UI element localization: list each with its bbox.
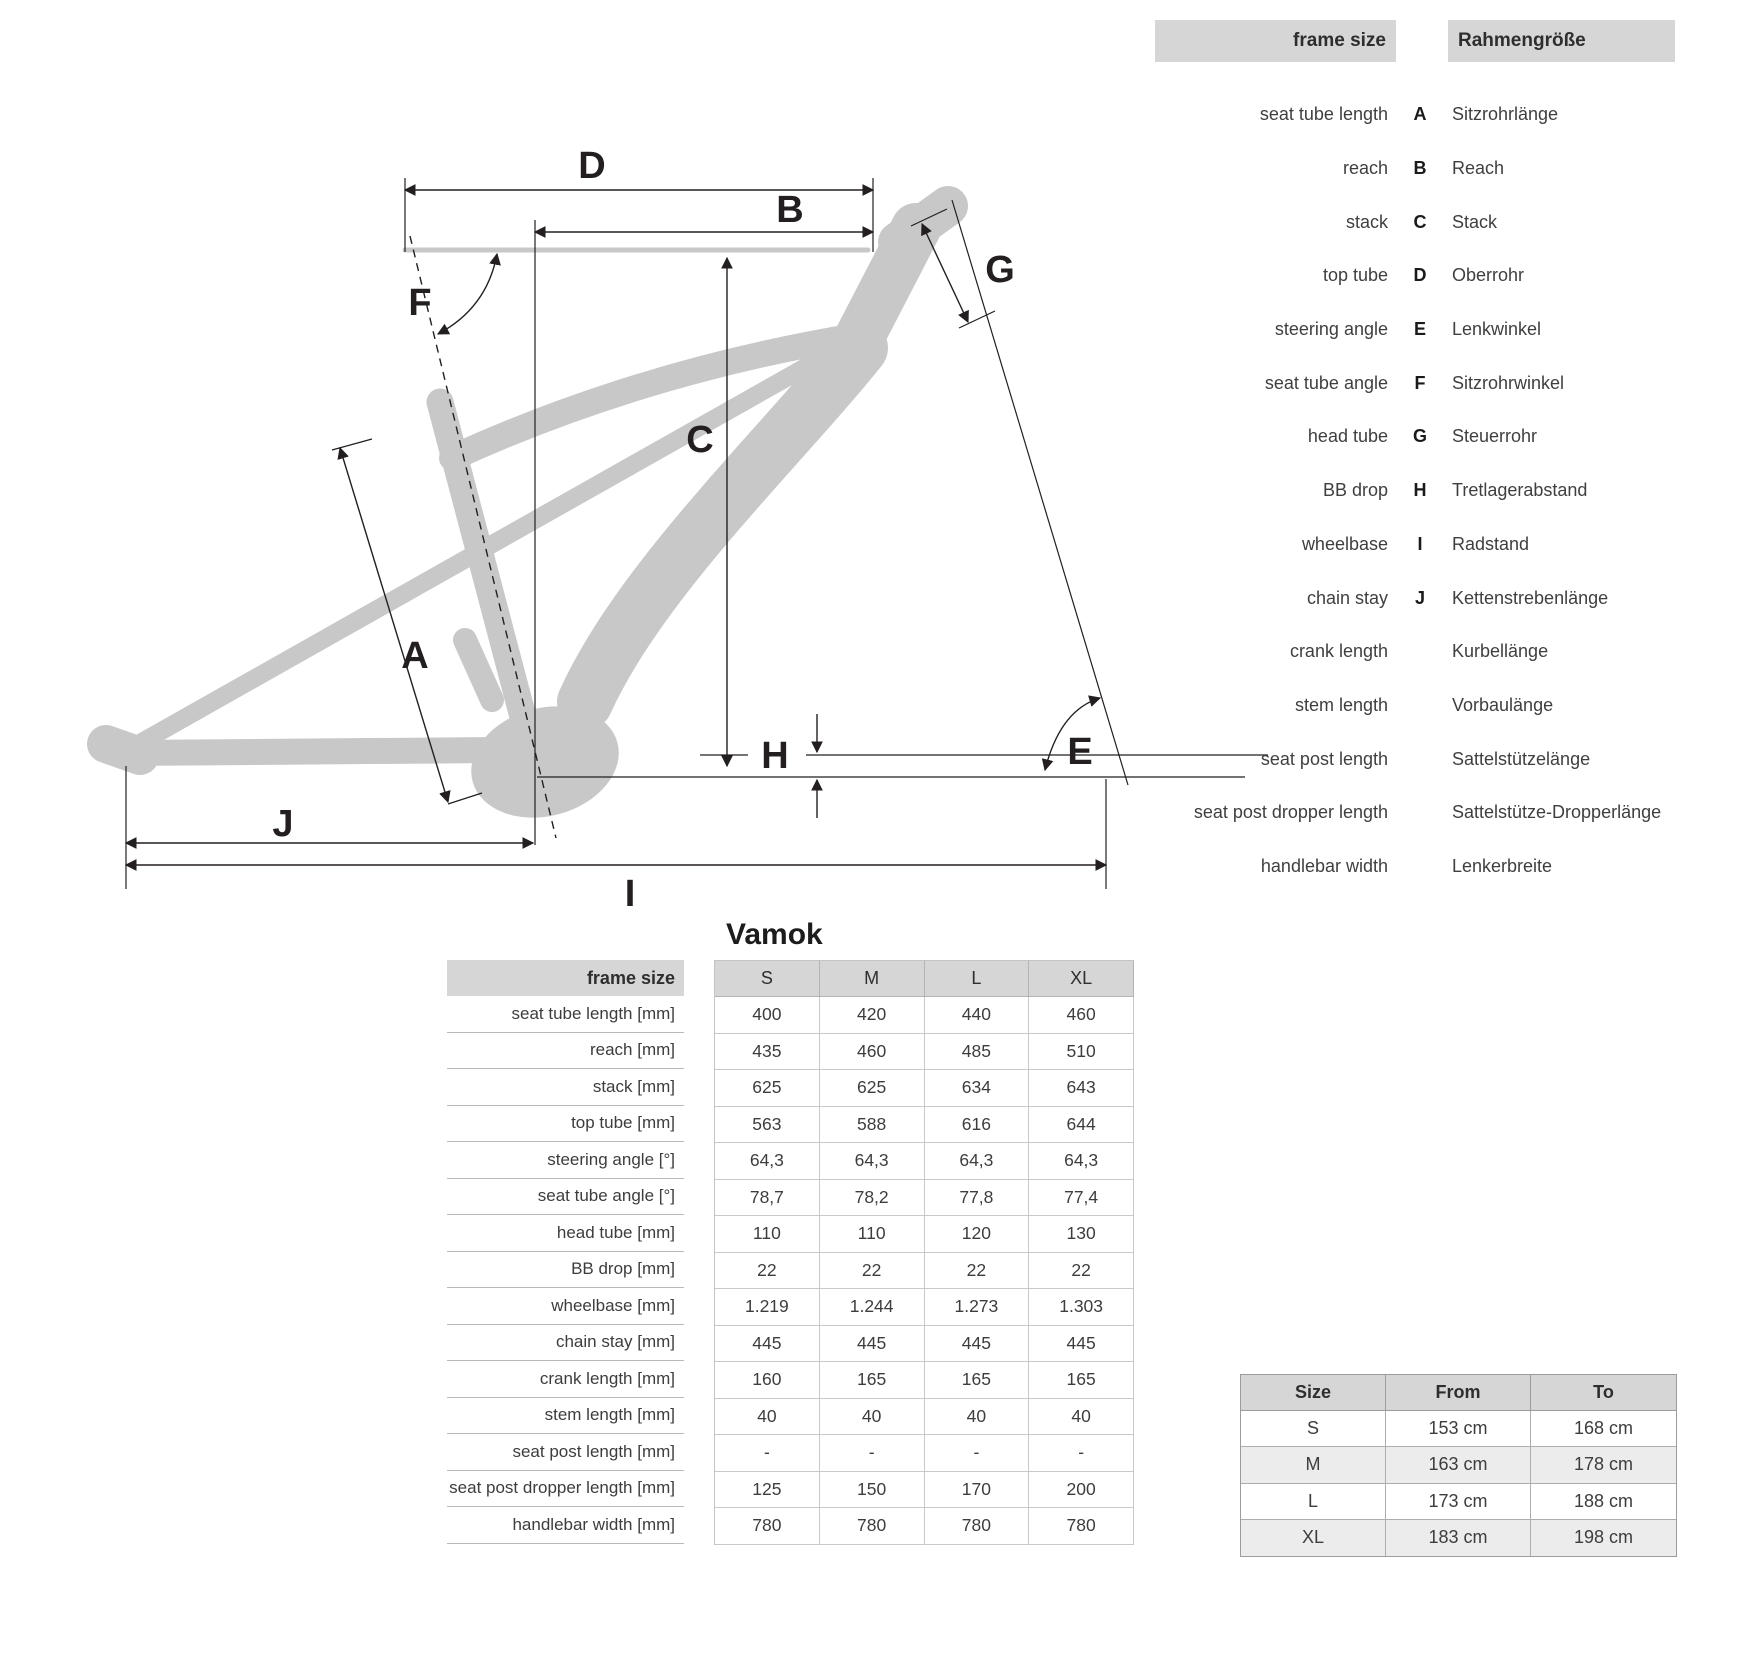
legend-term-en: stack (1345, 211, 1388, 232)
geo-row-label: handlebar width [mm] (447, 1507, 684, 1544)
geo-cell: 200 (1029, 1472, 1134, 1509)
bike-geometry-diagram (0, 0, 1300, 915)
geo-cell: 780 (1029, 1508, 1134, 1545)
geo-cell: 485 (925, 1034, 1030, 1071)
size-chart-cell: XL (1241, 1520, 1386, 1556)
legend-term-en: seat tube length (1259, 104, 1388, 125)
geo-row-label: seat post dropper length [mm] (447, 1471, 684, 1508)
legend-row (1155, 88, 1695, 142)
legend-term-de: Stack (1452, 211, 1498, 232)
legend-term-en: top tube (1322, 265, 1388, 286)
geo-cell: - (715, 1435, 820, 1472)
geo-size-header: XL (1029, 961, 1134, 997)
legend-term-en: seat post length (1260, 748, 1388, 769)
legend-term-de: Reach (1452, 158, 1505, 179)
label-D: D (578, 145, 606, 187)
legend-term-de: Tretlagerabstand (1452, 480, 1588, 501)
size-chart-cell: 153 cm (1386, 1411, 1531, 1447)
legend-row (1155, 518, 1695, 572)
geo-cell: 170 (925, 1472, 1030, 1509)
geo-cell: 77,4 (1029, 1180, 1134, 1217)
legend-term-de: Sattelstütze-Dropperlänge (1452, 802, 1662, 823)
geo-cell: 634 (925, 1070, 1030, 1107)
geo-size-header: S (715, 961, 820, 997)
geo-row-label: stem length [mm] (447, 1398, 684, 1435)
size-chart-cell: 173 cm (1386, 1484, 1531, 1520)
size-chart-cell: L (1241, 1484, 1386, 1520)
legend-row (1155, 732, 1695, 786)
geo-cell: 1.219 (715, 1289, 820, 1326)
legend-letter: B (1413, 158, 1427, 179)
geo-cell: 165 (1029, 1362, 1134, 1399)
geometry-table-corner-header: frame size (447, 960, 684, 996)
legend-term-de: Sitzrohrlänge (1452, 104, 1559, 125)
geo-cell: 616 (925, 1107, 1030, 1144)
geo-cell: 435 (715, 1034, 820, 1071)
geometry-table-values (714, 960, 1134, 1545)
legend-term-de: Sitzrohrwinkel (1452, 372, 1565, 393)
size-chart-header: From (1386, 1375, 1531, 1411)
geo-cell: 160 (715, 1362, 820, 1399)
geo-cell: 64,3 (1029, 1143, 1134, 1180)
dim-F (408, 254, 497, 334)
geo-cell: 77,8 (925, 1180, 1030, 1217)
size-chart-cell: 168 cm (1531, 1411, 1676, 1447)
geo-cell: 644 (1029, 1107, 1134, 1144)
legend-term-en: seat tube angle (1264, 372, 1388, 393)
rear-dropout (106, 744, 140, 756)
legend-letter: I (1417, 533, 1423, 554)
geo-cell: 22 (925, 1253, 1030, 1290)
legend-term-de: Kurbellänge (1452, 641, 1549, 662)
geo-cell: 40 (925, 1399, 1030, 1436)
label-H: H (761, 735, 789, 777)
geo-cell: 78,7 (715, 1180, 820, 1217)
geo-size-header: L (925, 961, 1030, 997)
size-chart-cell: 178 cm (1531, 1447, 1676, 1483)
geo-cell: 625 (820, 1070, 925, 1107)
geo-cell: 40 (820, 1399, 925, 1436)
rider-size-chart (1240, 1374, 1677, 1557)
legend-letter: D (1413, 265, 1427, 286)
label-I: I (624, 873, 636, 915)
geo-cell: 1.273 (925, 1289, 1030, 1326)
legend-term-de: Kettenstrebenlänge (1452, 587, 1609, 608)
geo-cell: 643 (1029, 1070, 1134, 1107)
legend-row (1155, 356, 1695, 410)
legend-term-en: wheelbase (1301, 533, 1388, 554)
geo-cell: 780 (925, 1508, 1030, 1545)
legend-term-en: head tube (1307, 426, 1388, 447)
geo-cell: 130 (1029, 1216, 1134, 1253)
legend-term-de: Oberrohr (1452, 265, 1525, 286)
dim-J (126, 803, 533, 845)
legend-term-en: BB drop (1322, 480, 1388, 501)
geo-cell: 460 (1029, 997, 1134, 1034)
geo-row-label: wheelbase [mm] (447, 1288, 684, 1325)
geo-cell: 22 (715, 1253, 820, 1290)
dim-I (126, 865, 1106, 915)
legend-term-de: Vorbaulänge (1452, 694, 1554, 715)
legend-row (1155, 410, 1695, 464)
geo-cell: 445 (820, 1326, 925, 1363)
legend-letter: H (1413, 480, 1427, 501)
legend-row (1155, 464, 1695, 518)
legend-row (1155, 195, 1695, 249)
legend-row (1155, 786, 1695, 840)
legend-term-de: Radstand (1452, 533, 1530, 554)
legend-rows (1155, 88, 1695, 893)
dim-B (535, 189, 873, 232)
geo-cell: 420 (820, 997, 925, 1034)
geo-cell: 165 (925, 1362, 1030, 1399)
size-chart-cell: 163 cm (1386, 1447, 1531, 1483)
legend-term-de: Lenkerbreite (1452, 855, 1553, 876)
legend-header-de: Rahmengröße (1448, 20, 1675, 62)
geo-cell: - (925, 1435, 1030, 1472)
legend-term-de: Steuerrohr (1452, 426, 1538, 447)
geo-row-label: steering angle [°] (447, 1142, 684, 1179)
size-chart-header: Size (1241, 1375, 1386, 1411)
geo-cell: 563 (715, 1107, 820, 1144)
geo-cell: 22 (820, 1253, 925, 1290)
geo-size-header: M (820, 961, 925, 997)
legend-header-en: frame size (1155, 20, 1396, 62)
legend-row (1155, 303, 1695, 357)
geo-row-label: head tube [mm] (447, 1215, 684, 1252)
legend-row (1155, 625, 1695, 679)
geo-cell: - (820, 1435, 925, 1472)
geo-cell: 445 (1029, 1326, 1134, 1363)
geo-cell: 1.244 (820, 1289, 925, 1326)
legend-term-en: steering angle (1274, 319, 1388, 340)
geo-cell: 150 (820, 1472, 925, 1509)
geo-cell: 400 (715, 997, 820, 1034)
geo-cell: 440 (925, 997, 1030, 1034)
legend-letter: A (1413, 104, 1427, 125)
geo-row-label: reach [mm] (447, 1033, 684, 1070)
geo-cell: 40 (715, 1399, 820, 1436)
label-E: E (1067, 731, 1093, 773)
geo-cell: 445 (715, 1326, 820, 1363)
legend-term-en: chain stay (1306, 587, 1388, 608)
geo-cell: 625 (715, 1070, 820, 1107)
legend-row (1155, 571, 1695, 625)
dim-E (1045, 698, 1100, 773)
legend-letter: J (1414, 587, 1425, 608)
size-chart-cell: 188 cm (1531, 1484, 1676, 1520)
legend-term-en: reach (1342, 158, 1388, 179)
legend-term-en: stem length (1294, 694, 1388, 715)
geo-cell: 120 (925, 1216, 1030, 1253)
label-F: F (408, 282, 432, 324)
geo-cell: 22 (1029, 1253, 1134, 1290)
legend-term-en: seat post dropper length (1193, 802, 1388, 823)
legend-row (1155, 840, 1695, 894)
geo-cell: 110 (820, 1216, 925, 1253)
geo-cell: 64,3 (925, 1143, 1030, 1180)
geo-cell: 40 (1029, 1399, 1134, 1436)
geo-cell: 510 (1029, 1034, 1134, 1071)
size-chart-cell: M (1241, 1447, 1386, 1483)
legend-letter: G (1412, 426, 1427, 447)
legend-term-de: Sattelstützelänge (1452, 748, 1591, 769)
geo-cell: 64,3 (715, 1143, 820, 1180)
legend-term-de: Lenkwinkel (1452, 319, 1542, 340)
geo-cell: 1.303 (1029, 1289, 1134, 1326)
geometry-table-title: Vamok (726, 918, 823, 951)
size-chart-header: To (1531, 1375, 1676, 1411)
legend-row (1155, 142, 1695, 196)
geo-row-label: BB drop [mm] (447, 1252, 684, 1289)
geo-row-label: crank length [mm] (447, 1361, 684, 1398)
geo-cell: 780 (715, 1508, 820, 1545)
geo-cell: 125 (715, 1472, 820, 1509)
geo-cell: 78,2 (820, 1180, 925, 1217)
frame-silhouette (106, 206, 948, 834)
legend-letter: C (1413, 211, 1427, 232)
geo-row-label: chain stay [mm] (447, 1325, 684, 1362)
label-B: B (776, 189, 804, 231)
geo-cell: 165 (820, 1362, 925, 1399)
geo-cell: 110 (715, 1216, 820, 1253)
geo-row-label: seat tube length [mm] (447, 996, 684, 1033)
label-G: G (985, 249, 1015, 291)
geo-cell: - (1029, 1435, 1134, 1472)
geo-cell: 588 (820, 1107, 925, 1144)
legend-letter: E (1413, 319, 1426, 340)
steering-axis-line (952, 200, 1128, 785)
legend-letter: F (1414, 372, 1426, 393)
geo-row-label: seat post length [mm] (447, 1434, 684, 1471)
legend-row (1155, 249, 1695, 303)
label-A: A (401, 635, 429, 677)
geo-cell: 445 (925, 1326, 1030, 1363)
chain-stay (126, 750, 498, 753)
geo-row-label: top tube [mm] (447, 1106, 684, 1143)
size-chart-cell: S (1241, 1411, 1386, 1447)
legend-row (1155, 679, 1695, 733)
shock-linkage (465, 640, 492, 700)
legend-term-en: handlebar width (1260, 855, 1388, 876)
geo-cell: 460 (820, 1034, 925, 1071)
size-chart-cell: 183 cm (1386, 1520, 1531, 1556)
label-J: J (272, 803, 294, 845)
label-C: C (686, 419, 714, 461)
geo-cell: 780 (820, 1508, 925, 1545)
legend-term-en: crank length (1289, 641, 1388, 662)
size-chart-cell: 198 cm (1531, 1520, 1676, 1556)
geometry-table-labels (447, 960, 684, 1544)
geo-row-label: stack [mm] (447, 1069, 684, 1106)
geo-row-label: seat tube angle [°] (447, 1179, 684, 1216)
geo-cell: 64,3 (820, 1143, 925, 1180)
